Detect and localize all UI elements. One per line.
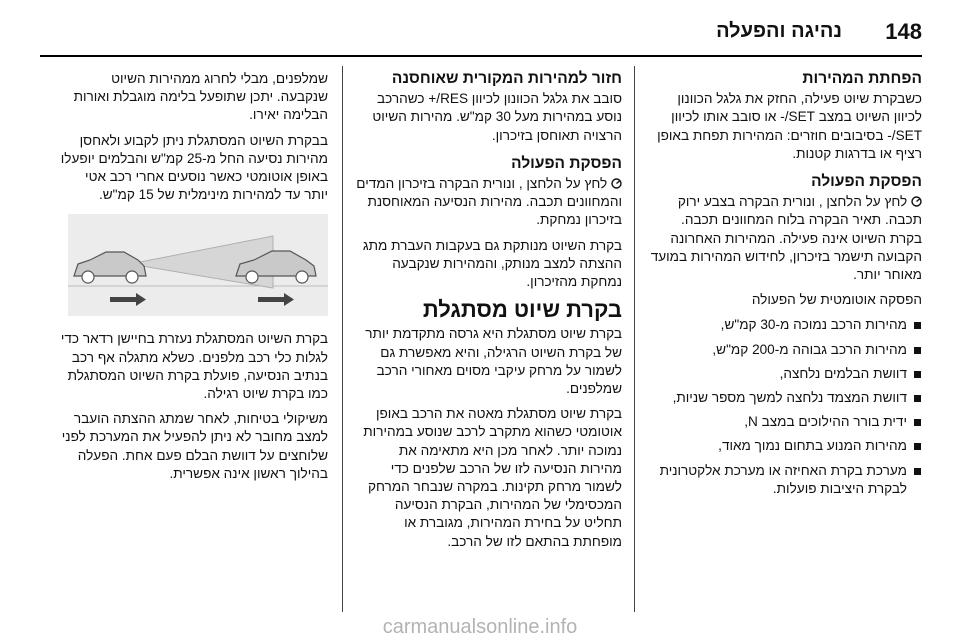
- paragraph-deactivate: [646, 193, 922, 284]
- column-divider-left: [342, 66, 343, 612]
- header-rule: [40, 55, 922, 57]
- list-item: ידית בורר ההילוכים במצב N,: [646, 413, 922, 431]
- paragraph-safety: משיקולי בטיחות, לאחר שמתג ההצתה הועבר למצב מחובר לא ניתן להפעיל את המערכת לפני שלוחצים על דוושת הבלם פעם אחת. הפעלה בהילוך ראשון אינה אפשרית.: [61, 411, 328, 481]
- paragraph-deactivate-2-text: לחץ על הלחצן , ונורית הבקרה בזיכרון המדים והמחוונים תכבה. מהירות הנסיעה המאוחסנת בזיכרון נמחקת.: [356, 176, 622, 228]
- page-number: 148: [885, 19, 922, 44]
- section-title-deactivate-2: הפסקת הפעולה: [511, 154, 622, 172]
- column-middle: [354, 70, 622, 558]
- list-item: מהירות הרכב גבוהה מ-200 קמ"ש,: [646, 341, 922, 359]
- paragraph-reduce-speed: כשבקרת שיוט פעילה, החזק את גלגל הכוונון לכיוון השיוט במצב SET/- או סובב אותו לכיוון SET/- בסיבובים חוזרים: המהירות תפחת באופן רציף או בדרגות קטנות.: [657, 91, 922, 161]
- list-item: מהירות המנוע בתחום נמוך מאוד,: [646, 437, 922, 455]
- paragraph-continue: שמלפנים, מבלי לחרוג ממהירות השיוט שנקבעה. יתכן שתופעל בלימה מוגבלת ואורות הבלימה יאירו.: [73, 71, 328, 123]
- paragraph-auto-deactivate-title: הפסקה אוטומטית של הפעולה: [751, 292, 922, 308]
- paragraph-deactivate-text: לחץ על הלחצן , ונורית הבקרה בצבע ירוק תכבה. תאיר הבקרה בלוח המחוונים תכבה. בקרת השיוט אינה פעילה. המהירות האחרונה הקבועה תישמר בזיכרון, לחידוש המהירות במועד מאוחר יותר.: [650, 194, 922, 283]
- column-divider-right: [634, 66, 635, 612]
- chapter-title: נהיגה והפעלה: [716, 20, 842, 42]
- list-item: דוושת המצמד נלחצה למשך מספר שניות,: [646, 389, 922, 407]
- paragraph-radar: בקרת השיוט המסתגלת נעזרת בחיישן רדאר כדי לגלות כלי רכב מלפנים. כשלא מתגלה אף רכב בנתיב הנסיעה, פועלת בקרת השיוט המסתגלת כמו בקרת שיוט רגילה.: [60, 331, 328, 402]
- cruise-control-icon: [611, 176, 622, 187]
- paragraph-speed-range: בבקרת השיוט המסתגלת ניתן לקבוע ולאחסן מהירות נסיעה החל מ-25 קמ"ש והבלמים יופעלו באופן אוטומטי כאשר נוסעים אחרי רכב אטי יותר עד למהירות מינימלית של 15 קמ"ש.: [60, 132, 328, 203]
- list-item: דוושת הבלמים נלחצה,: [646, 365, 922, 383]
- section-title-reduce-speed: הפחתת המהירות: [802, 70, 922, 87]
- paragraph-adaptive-intro: בקרת שיוט מסתגלת היא גרסה מתקדמת יותר של בקרת השיוט הרגילה, והיא מאפשרת גם לשמור על מרחק עיקבי מסוים מאחורי הרכב שמלפנים.: [365, 326, 622, 397]
- paragraph-resume-speed: סובב את גלגל הכוונון לכיוון RES/+ כשהרכב נוסע במהירות מעל 30 קמ"ש. מהירות השיוט הרצויה תאוחסן בזיכרון.: [372, 91, 622, 143]
- column-right: [646, 70, 922, 504]
- section-title-adaptive-cruise: בקרת שיוט מסתגלת: [422, 297, 622, 323]
- adaptive-cruise-illustration: [68, 214, 328, 316]
- list-item: מערכת בקרת האחיזה או מערכת אלקטרונית לבקרת היציבות פועלות.: [646, 462, 922, 498]
- cruise-control-icon: [911, 194, 922, 205]
- column-left: [60, 70, 328, 490]
- watermark: carmanualsonline.info: [382, 616, 578, 638]
- page-header: [0, 0, 960, 62]
- paragraph-ignition-off: בקרת השיוט מנותקת גם בעקבות העברת מתג ההצתה למצב מנותק, והמהירות שנקבעה נמחקת מהזיכרון.: [362, 237, 622, 290]
- paragraph-deactivate-2: [354, 175, 622, 230]
- list-item: מהירות הרכב נמוכה מ-30 קמ"ש,: [646, 316, 922, 334]
- section-title-deactivate: הפסקת הפעולה: [811, 173, 922, 191]
- paragraph-adaptive-slowdown: בקרת שיוט מסתגלת מאטה את הרכב באופן אוטומטי כשהוא מתקרב לרכב שנוסע במהירות נמוכה יותר. לאחר מכן היא מתאימה את מהירות הנסיעה לזו של הרכב שלפנים כדי לשמור מרחק תקינות. במקרה שנבחר המרחק המכסימלי של המהירות, הבקרת הנסיעה תחליט על בחירת המהירות, מגוברת או מופחתת בהתאם לזו של הרכב.: [363, 406, 622, 549]
- auto-deactivate-list: [646, 316, 922, 498]
- section-title-resume-speed: חזור למהירות המקורית שאוחסנה: [391, 70, 622, 87]
